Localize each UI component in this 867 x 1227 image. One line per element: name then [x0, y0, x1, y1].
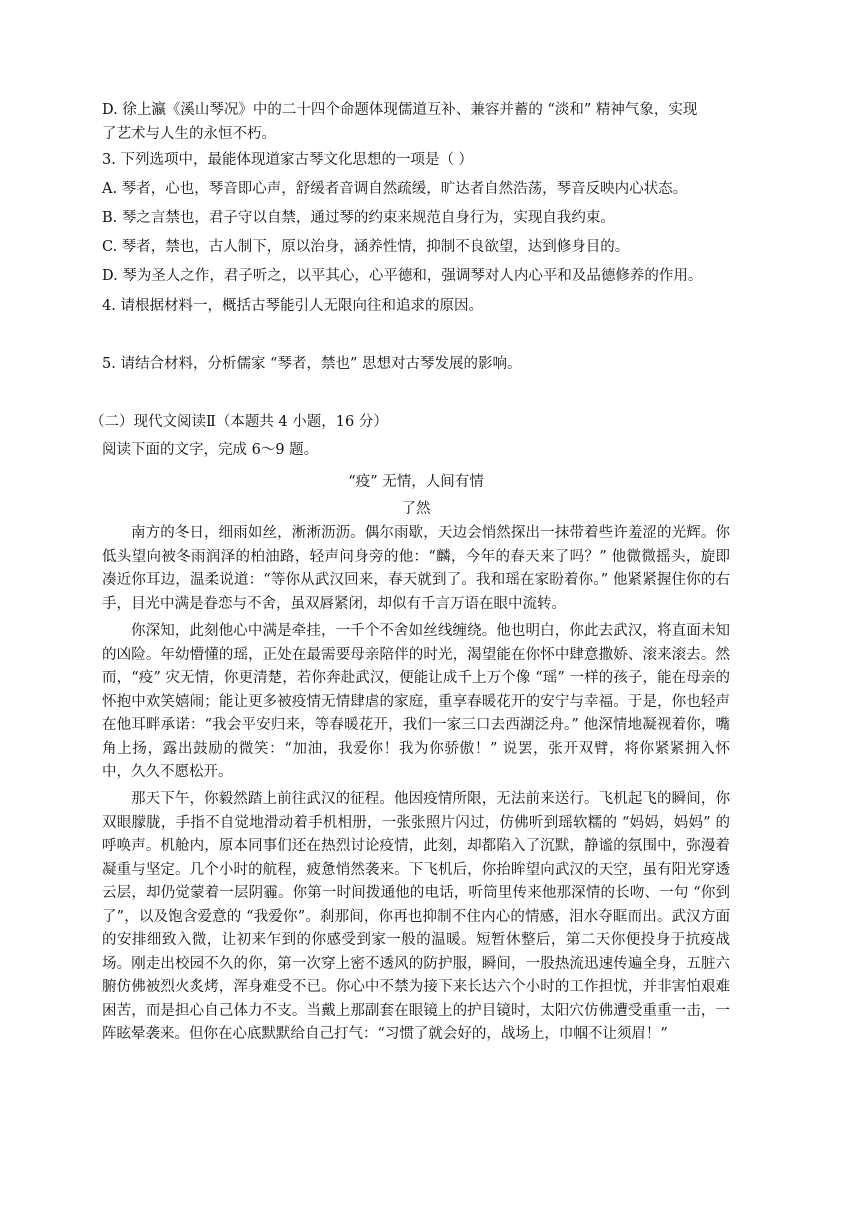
- article-paragraph-1: 南方的冬日，细雨如丝，淅淅沥沥。偶尔雨歇，天边会悄然探出一抹带着些许羞涩的光辉。你低头望向被冬雨润泽的柏油路，轻声问身旁的他：“麟，今年的春天来了吗？” 他微微摇头，旋即凑近你耳边，温柔说道：“等你从武汉回来，春天就到了。我和瑶在家盼着你。” 他紧紧握住你的右手，目光中满是眷恋与不舍，虽双唇紧闭，却似有千言万语在眼中流转。: [102, 525, 730, 612]
- question-3-option-b: B. 琴之言禁也，君子守以自禁，通过琴的约束来规范自身行为，实现自我约束。: [102, 210, 615, 226]
- question-3-stem: 3. 下列选项中，最能体现道家古琴文化思想的一项是（ ）: [102, 152, 474, 168]
- article-paragraph-2: 你深知，此刻他心中满是牵挂，一千个不舍如丝线缠绕。他也明白，你此去武汉，将直面未知的凶险。年幼懵懂的瑶，正处在最需要母亲陪伴的时光，渴望能在你怀中肆意撒娇、滚来滚去。然而，“疫” 灾无情，你更清楚，若你奔赴武汉，便能让成千上万个像 “瑶” 一样的孩子，能在母亲的怀抱中欢笑嬉闹；能让更多被疫情无情肆虐的家庭，重享春暖花开的安宁与幸福。于是，你也轻声在他耳畔承诺：“我会平安归来，等春暖花开，我们一家三口去西湖泛舟。” 他深情地凝视着你，嘴角上扬，露出鼓励的微笑：“加油，我爱你！我为你骄傲！” 说罢，张开双臂，将你紧紧拥入怀中，久久不愿松开。: [102, 623, 730, 780]
- article-title: “疫” 无情，人间有情: [348, 474, 484, 490]
- question-3-option-a: A. 琴者，心也，琴音即心声，舒缓者音调自然疏缓，旷达者自然浩荡，琴音反映内心状态。: [102, 181, 688, 197]
- q2-option-d: D. 徐上瀛《溪山琴况》中的二十四个命题体现儒道互补、兼容并蓄的 “淡和” 精神气象，实现: [102, 102, 698, 118]
- article-paragraph-3: 那天下午，你毅然踏上前往武汉的征程。他因疫情所限，无法前来送行。飞机起飞的瞬间，你双眼朦胧，手指不自觉地滑动着手机相册，一张张照片闪过，仿佛听到瑶软糯的 “妈妈，妈妈” 的呼唤声。机舱内，原本同事们还在热烈讨论疫情，此刻，却都陷入了沉默，静谧的氛围中，弥漫着凝重与坚定。几个小时的航程，疲惫悄然袭来。下飞机后，你抬眸望向武汉的天空，虽有阳光穿透云层，却仍觉蒙着一层阴霾。你第一时间拨通他的电话，听筒里传来他那深情的长吻、一句 “你到了”，以及饱含爱意的 “我爱你”。刹那间，你再也抑制不住内心的情感，泪水夺眶而出。武汉方面的安排细致入微，让初来乍到的你感受到家一般的温暖。短暂休整后，第二天你便投身于抗疫战场。刚走出校园不久的你，第一次穿上密不透风的防护服，瞬间，一股热流迅速传遍全身，五脏六腑仿佛被烈火炙烤，浑身难受不已。你心中不禁为接下来长达六个小时的工作担忧，并非害怕艰难困苦，而是担心自己体力不支。当戴上那副套在眼镜上的护目镜时，太阳穴仿佛遭受重重一击，一阵眩晕袭来。但你在心底默默给自己打气：“习惯了就会好的，战场上，巾帼不让须眉！”: [102, 791, 730, 1042]
- question-3-option-d: D. 琴为圣人之作，君子听之，以平其心，心平德和，强调琴对人内心平和及品德修养的作用。: [102, 268, 703, 284]
- section-instruction: 阅读下面的文字，完成 6～9 题。: [102, 442, 319, 458]
- q2-option-d-continued: 了艺术与人生的永恒不朽。: [102, 126, 276, 142]
- article-author: 了然: [401, 501, 431, 517]
- question-3-option-c: C. 琴者，禁也，古人制下，原以治身，涵养性情，抑制不良欲望，达到修身目的。: [102, 239, 630, 255]
- question-5-stem: 5. 请结合材料，分析儒家 “琴者，禁也” 思想对古琴发展的影响。: [102, 356, 522, 372]
- section-heading: （二）现代文阅读Ⅱ（本题共 4 小题，16 分）: [90, 414, 388, 430]
- question-4-stem: 4. 请根据材料一，概括古琴能引人无限向往和追求的原因。: [102, 298, 483, 314]
